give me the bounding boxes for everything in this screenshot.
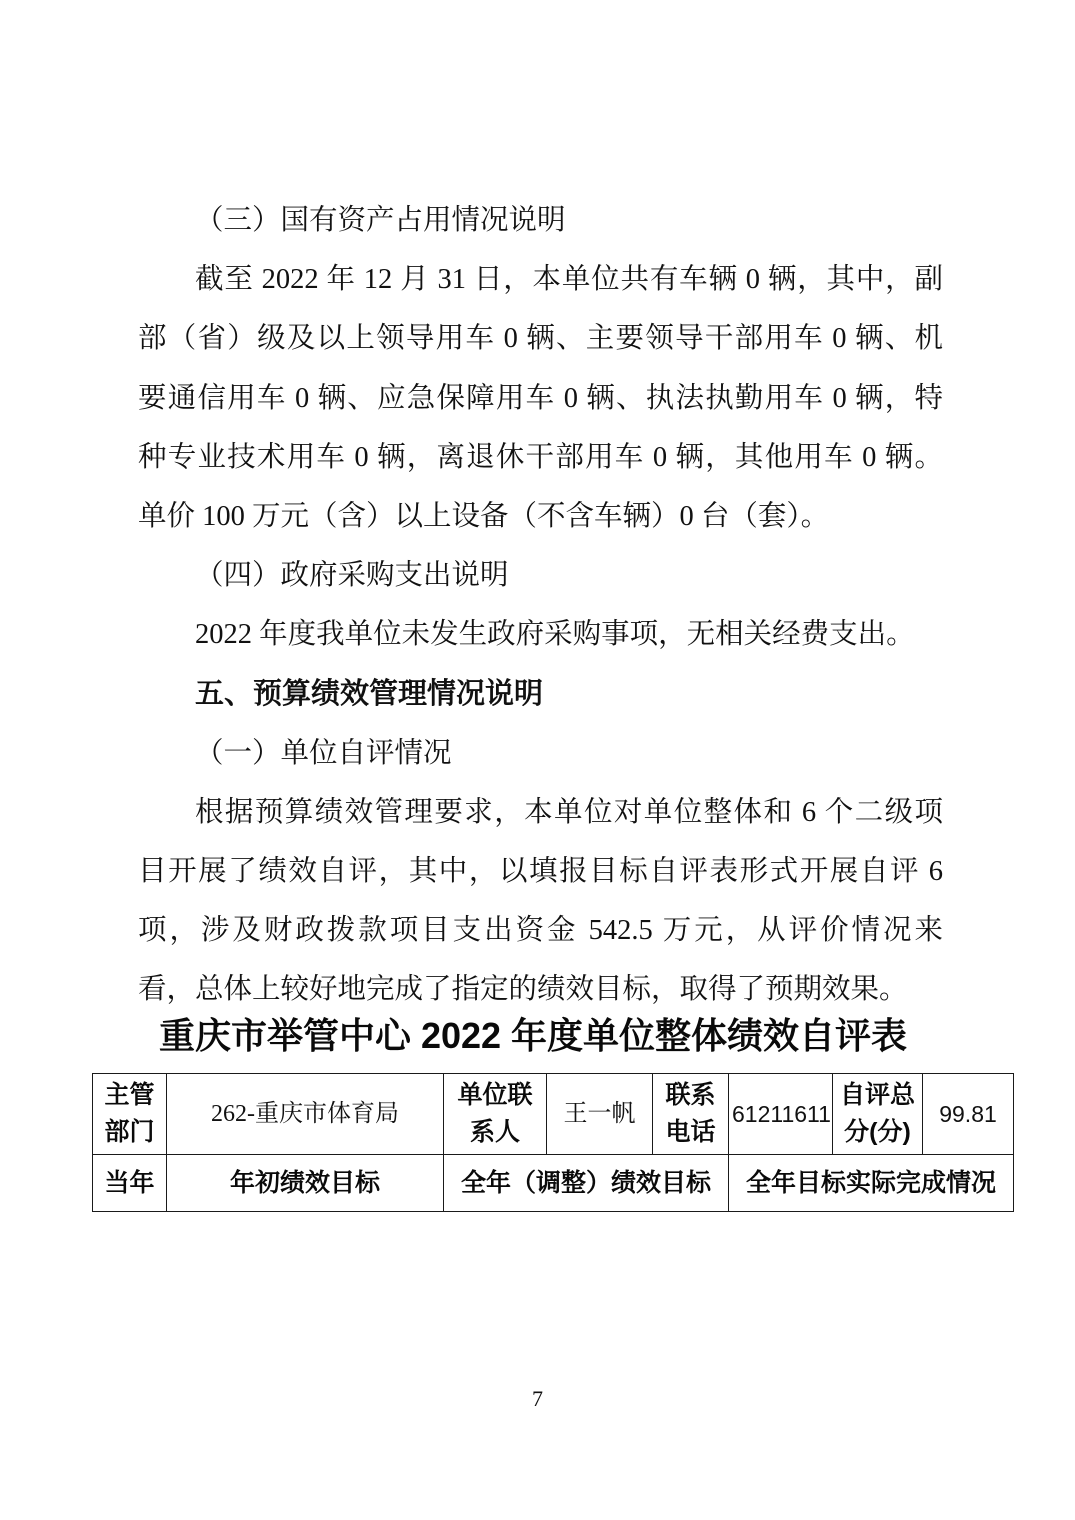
score-label-cell: 自评总分(分) [833, 1074, 923, 1155]
body-line: 种专业技术用车 0 辆，离退休干部用车 0 辆，其他用车 0 辆。 [138, 441, 943, 473]
chapter-heading-performance: 五、预算绩效管理情况说明 [195, 677, 544, 710]
body-line: 根据预算绩效管理要求，本单位对单位整体和 6 个二级项 [195, 796, 943, 828]
table-row-info [93, 1074, 1014, 1155]
body-line: 项，涉及财政拨款项目支出资金 542.5 万元，从评价情况来 [138, 915, 943, 947]
document-body [138, 191, 943, 1020]
section-heading-procurement: （四）政府采购支出说明 [195, 560, 509, 592]
year-label-cell: 当年 [93, 1155, 167, 1212]
contact-value-cell: 王一帆 [547, 1074, 653, 1155]
body-line: 目开展了绩效自评，其中，以填报目标自评表形式开展自评 6 [138, 856, 943, 888]
section-heading-self-eval: （一）单位自评情况 [195, 737, 452, 769]
body-line: 截至 2022 年 12 月 31 日，本单位共有车辆 0 辆，其中，副 [195, 264, 943, 296]
table-title: 重庆市举管中心 2022 年度单位整体绩效自评表 [158, 1015, 908, 1056]
page-number: 7 [532, 1386, 543, 1411]
body-line: 2022 年度我单位未发生政府采购事项，无相关经费支出。 [195, 619, 915, 651]
body-line: 单价 100 万元（含）以上设备（不含车辆）0 台（套）。 [138, 500, 830, 532]
dept-label-cell: 主管部门 [93, 1074, 167, 1155]
phone-label-cell: 联系电话 [653, 1074, 729, 1155]
body-line: 部（省）级及以上领导用车 0 辆、主要领导干部用车 0 辆、机 [138, 323, 943, 355]
table-row-targets [93, 1155, 1014, 1212]
score-value-cell: 99.81 [923, 1074, 1014, 1155]
section-heading-state-assets: （三）国有资产占用情况说明 [195, 205, 566, 236]
phone-value-cell: 61211611 [729, 1074, 833, 1155]
body-line: 要通信用车 0 辆、应急保障用车 0 辆、执法执勤用车 0 辆，特 [138, 382, 943, 414]
initial-target-header-cell: 年初绩效目标 [167, 1155, 444, 1212]
adjusted-target-header-cell: 全年（调整）绩效目标 [444, 1155, 729, 1212]
actual-completion-header-cell: 全年目标实际完成情况 [729, 1155, 1014, 1212]
body-line: 看，总体上较好地完成了指定的绩效目标，取得了预期效果。 [138, 974, 908, 1006]
contact-label-cell: 单位联系人 [444, 1074, 547, 1155]
dept-value-cell: 262-重庆市体育局 [167, 1074, 444, 1155]
performance-self-eval-table [92, 1073, 1014, 1212]
